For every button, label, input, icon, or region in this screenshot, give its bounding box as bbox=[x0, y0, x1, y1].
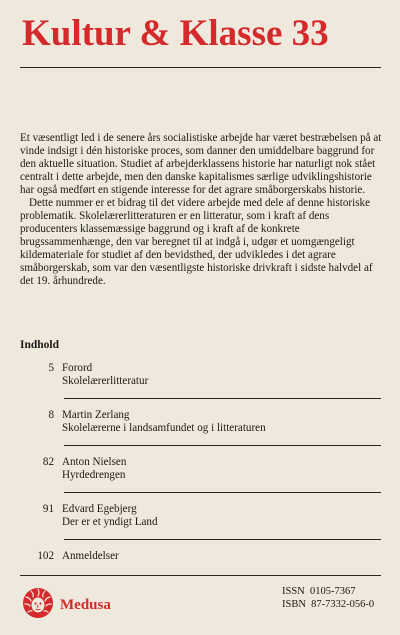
toc-divider bbox=[64, 539, 381, 540]
isbn-number: ISBN 87-7332-056-0 bbox=[282, 599, 375, 610]
toc-title: Skolelærerlitteratur bbox=[62, 375, 149, 387]
toc-page-number: 91 bbox=[42, 503, 54, 515]
toc-title: Skolelærerne i landsamfundet og i litteraturen bbox=[62, 422, 266, 434]
intro-text bbox=[20, 132, 382, 288]
toc-divider bbox=[64, 492, 381, 493]
medusa-head-icon bbox=[22, 587, 54, 619]
publisher-name: Medusa bbox=[60, 597, 111, 613]
toc-author: Edvard Egebjerg bbox=[62, 503, 137, 515]
toc-entry bbox=[20, 456, 381, 482]
toc-entry bbox=[20, 503, 381, 529]
toc-entry bbox=[20, 362, 381, 388]
toc-page-number: 102 bbox=[37, 550, 54, 562]
toc-author: Martin Zerlang bbox=[62, 409, 130, 421]
top-rule bbox=[20, 67, 381, 68]
toc-heading: Indhold bbox=[20, 339, 60, 351]
intro-paragraph-2: Dette nummer er et bidrag til det videre arbejde med dele af denne historiske problematik. Skolelærerlitteraturen er en litteratur, som i kraft af dens producenters klassemæssige baggrund og i kraft af de konkrete brugssammenhænge, den var beregnet til at indgå i, udgør et uomgængeligt kildemateriale for studiet af den bevidsthed, der udvikledes i det agrare småborgerskab, som var den væsentligste historiske drivkraft i sidste halvdel af det 19. århundrede. bbox=[20, 197, 373, 287]
bottom-rule bbox=[20, 575, 381, 576]
toc-author: Anton Nielsen bbox=[62, 456, 127, 468]
toc-title: Der er et yndigt Land bbox=[62, 516, 158, 528]
toc-page-number: 82 bbox=[42, 456, 54, 468]
toc-page-number: 5 bbox=[48, 362, 54, 374]
toc-entry bbox=[20, 550, 381, 563]
identifiers bbox=[282, 585, 374, 611]
toc-entry bbox=[20, 409, 381, 435]
toc-author: Anmeldelser bbox=[62, 550, 119, 562]
issn-number: ISSN 0105-7367 bbox=[282, 586, 356, 597]
toc-page-number: 8 bbox=[48, 409, 54, 421]
toc-title: Hyrdedrengen bbox=[62, 469, 126, 481]
journal-title: Kultur & Klasse 33 bbox=[22, 13, 329, 54]
intro-paragraph-1: Et væsentligt led i de senere års socialistiske arbejde har været bestræbelsen på at vinde indsigt i dén historiske proces, som danner den umiddelbare baggrund for den aktuelle situation. Studiet af arbejderklassens historie har naturligt nok stået centralt i dette arbejde, men den danske kapitalismes særlige udviklingshistorie har også medført en stigende interesse for det agrare småborgerskabs historie. bbox=[20, 132, 382, 196]
toc-divider bbox=[64, 398, 381, 399]
toc-author: Forord bbox=[62, 362, 93, 374]
toc-divider bbox=[64, 445, 381, 446]
table-of-contents bbox=[20, 362, 381, 563]
